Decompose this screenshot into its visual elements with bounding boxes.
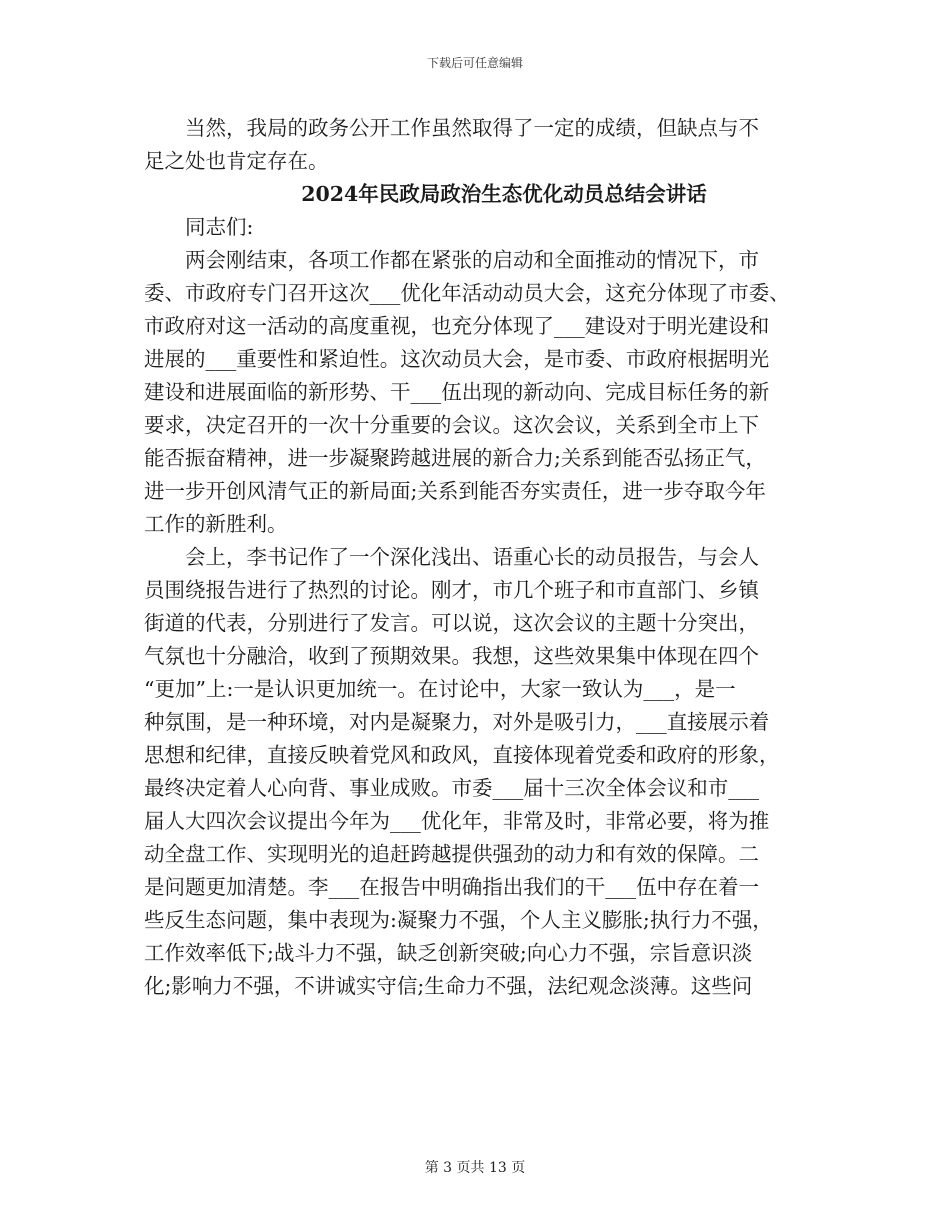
- text-line: 进展的___重要性和紧迫性。这次动员大会，是市委、市政府根据明光: [144, 347, 770, 371]
- text-line: 当然，我局的政务公开工作虽然取得了一定的成绩，但缺点与不: [185, 116, 759, 140]
- text-line: 同志们:: [185, 215, 254, 239]
- text-line: 种氛围，是一种环境，对内是凝聚力，对外是吸引力，___直接展示着: [144, 710, 770, 734]
- text-line: 最终决定着人心向背、事业成败。市委___届十三次全体会议和市___: [144, 776, 759, 800]
- text-line: 会上，李书记作了一个深化浅出、语重心长的动员报告，与会人: [185, 545, 759, 569]
- page-header: 下载后可任意编辑: [426, 56, 523, 70]
- text-line: 委、市政府专门召开这次___优化年活动动员大会，这充分体现了市委、: [144, 281, 790, 305]
- text-line: 些反生态问题，集中表现为:凝聚力不强，个人主义膨胀;执行力不强，: [144, 908, 773, 932]
- text-line: 两会刚结束，各项工作都在紧张的启动和全面推动的情况下，市: [185, 248, 759, 272]
- text-line: 思想和纪律，直接反映着党风和政风，直接体现着党委和政府的形象，: [144, 743, 780, 767]
- text-line: 街道的代表，分别进行了发言。可以说，这次会议的主题十分突出，: [144, 611, 759, 635]
- text-line: 届人大四次会议提出今年为___优化年，非常及时，非常必要，将为推: [144, 809, 770, 833]
- text-line: 市政府对这一活动的高度重视，也充分体现了___建设对于明光建设和: [144, 314, 770, 338]
- text-line: 气氛也十分融洽，收到了预期效果。我想，这些效果集中体现在四个: [144, 644, 759, 668]
- page-footer: 第 3 页共 13 页: [424, 1160, 526, 1176]
- text-line: 是问题更加清楚。李___在报告中明确指出我们的干___伍中存在着一: [144, 875, 759, 899]
- text-line: 建设和进展面临的新形势、干___伍出现的新动向、完成目标任务的新: [144, 380, 770, 404]
- text-line: 工作效率低下;战斗力不强，缺乏创新突破;向心力不强，宗旨意识淡: [144, 941, 753, 965]
- document-title: 2024年民政局政治生态优化动员总结会讲话: [301, 182, 707, 206]
- document-body: [144, 112, 824, 1003]
- text-line: 要求，决定召开的一次十分重要的会议。这次会议，关系到全市上下: [144, 413, 759, 437]
- text-line: “更加”上:一是认识更加统一。在讨论中，大家一致认为___，是一: [144, 677, 736, 701]
- text-line: 动全盘工作、实现明光的追赶跨越提供强劲的动力和有效的保障。二: [144, 842, 759, 866]
- text-line: 员围绕报告进行了热烈的讨论。刚才，市几个班子和市直部门、乡镇: [144, 578, 759, 602]
- text-line: 工作的新胜利。: [144, 512, 288, 536]
- text-line: 能否振奋精神，进一步凝聚跨越进展的新合力;关系到能否弘扬正气，: [144, 446, 766, 470]
- text-line: 进一步开创风清气正的新局面;关系到能否夯实责任，进一步夺取今年: [144, 479, 766, 503]
- text-line: 化;影响力不强，不讲诚实守信;生命力不强，法纪观念淡薄。这些问: [144, 974, 753, 998]
- text-line: 足之处也肯定存在。: [144, 149, 329, 173]
